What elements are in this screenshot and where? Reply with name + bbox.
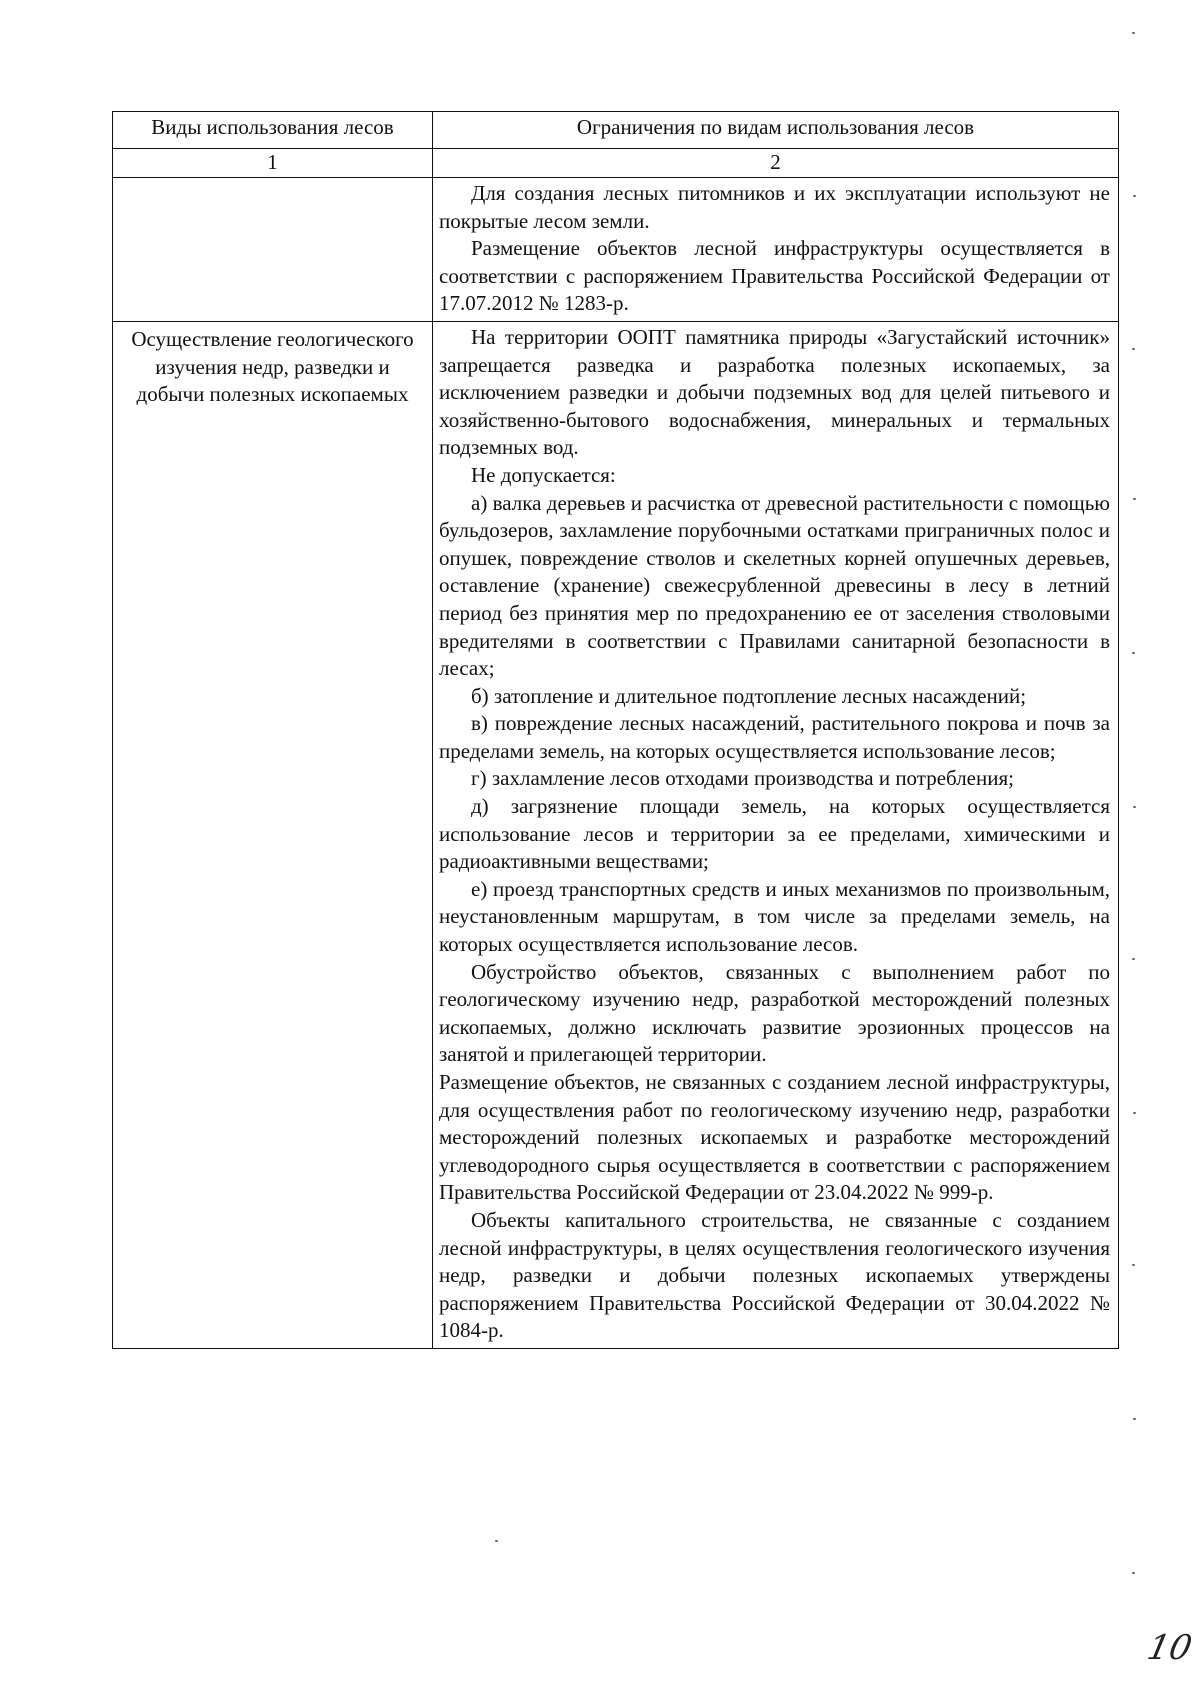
table-row — [113, 321, 1119, 1348]
restriction-paragraph: Объекты капитального строительства, не связанные с созданием лесной инфраструктуры, в целях осуществления геологического изучения недр, разведки и добычи полезных ископаемых утверждены распоряжением Правительства Российской Федерации от 30.04.2022 № 1084-р. — [439, 1207, 1110, 1343]
table-row — [113, 178, 1119, 322]
scan-speck — [1132, 32, 1135, 34]
restriction-paragraph: е) проезд транспортных средств и иных механизмов по произвольным, неустановленным маршрутам, в том числе за пределами земель, на которых осуществляется использование лесов. — [439, 876, 1110, 957]
restriction-paragraph: в) повреждение лесных насаждений, растительного покрова и почв за пределами земель, на которых осуществляется использование лесов; — [439, 711, 1110, 763]
use-type-cell: Осуществление геологического изучения недр, разведки и добычи полезных ископаемых — [113, 321, 433, 1348]
scan-speck — [1133, 1418, 1136, 1420]
column-number-1: 1 — [113, 149, 433, 178]
scan-speck — [495, 1540, 498, 1542]
restrictions-cell — [433, 321, 1119, 1348]
handwritten-page-number: 10 — [1143, 1628, 1196, 1668]
restriction-paragraph: г) захламление лесов отходами производства и потребления; — [471, 766, 1014, 791]
header-restrictions: Ограничения по видам использования лесов — [433, 112, 1119, 149]
restriction-paragraph: б) затопление и длительное подтопление лесных насаждений; — [471, 683, 1027, 708]
use-type-cell — [113, 178, 433, 322]
header-use-types: Виды использования лесов — [113, 112, 433, 149]
restriction-paragraph: Размещение объектов, не связанных с созданием лесной инфраструктуры, для осуществления работ по геологическому изучению недр, разработки месторождений полезных ископаемых и разработке месторождений углеводородного сырья осуществляется в соответствии с распоряжением Правительства Российской Федерации от 23.04.2022 № 999-р. — [439, 1070, 1110, 1205]
restriction-paragraph: Размещение объектов лесной инфраструктуры осуществляется в соответствии с распоряжением Правительства Российской Федерации от 17.07.2012 № 1283-р. — [439, 236, 1110, 316]
column-number-row — [113, 149, 1119, 178]
scan-speck — [1132, 348, 1135, 350]
scan-speck — [1132, 958, 1135, 960]
scan-speck — [1132, 652, 1135, 654]
scan-speck — [1133, 1112, 1136, 1114]
restrictions-cell — [433, 178, 1119, 322]
restriction-paragraph: На территории ООПТ памятника природы «Загустайский источник» запрещается разведка и разработка полезных ископаемых, за исключением разведки и добычи подземных вод для целей питьевого и хозяйственно-бытового водоснабжения, минеральных и термальных подземных вод. — [439, 324, 1110, 460]
table-header-row — [113, 112, 1119, 149]
restriction-paragraph: д) загрязнение площади земель, на которых осуществляется использование лесов и территории за ее пределами, химическими и радиоактивными веществами; — [439, 794, 1110, 874]
scan-speck — [1133, 806, 1136, 808]
restriction-paragraph: Обустройство объектов, связанных с выполнением работ по геологическому изучению недр, разработкой месторождений полезных ископаемых, должно исключать развитие эрозионных процессов на занятой и прилегающей территории. — [439, 959, 1110, 1067]
restriction-paragraph: а) валка деревьев и расчистка от древесной растительности с помощью бульдозеров, захламление порубочными остатками приграничных полос и опушек, повреждение стволов и скелетных корней опушечных деревьев, оставление (хранение) свежесрубленной древесины в лесу в летний период без принятия мер по предохранению ее от заселения стволовыми вредителями в соответствии с Правилами санитарной безопасности в лесах; — [439, 490, 1110, 681]
forest-use-restrictions-table — [112, 111, 1119, 1349]
restriction-paragraph: Не допускается: — [471, 462, 616, 487]
scan-speck — [1133, 498, 1136, 500]
column-number-2: 2 — [433, 149, 1119, 178]
scan-speck — [1132, 1264, 1135, 1266]
scan-speck — [1132, 1572, 1135, 1574]
restriction-paragraph: Для создания лесных питомников и их эксплуатации используют не покрытые лесом земли. — [439, 181, 1110, 233]
scan-speck — [1133, 195, 1136, 197]
